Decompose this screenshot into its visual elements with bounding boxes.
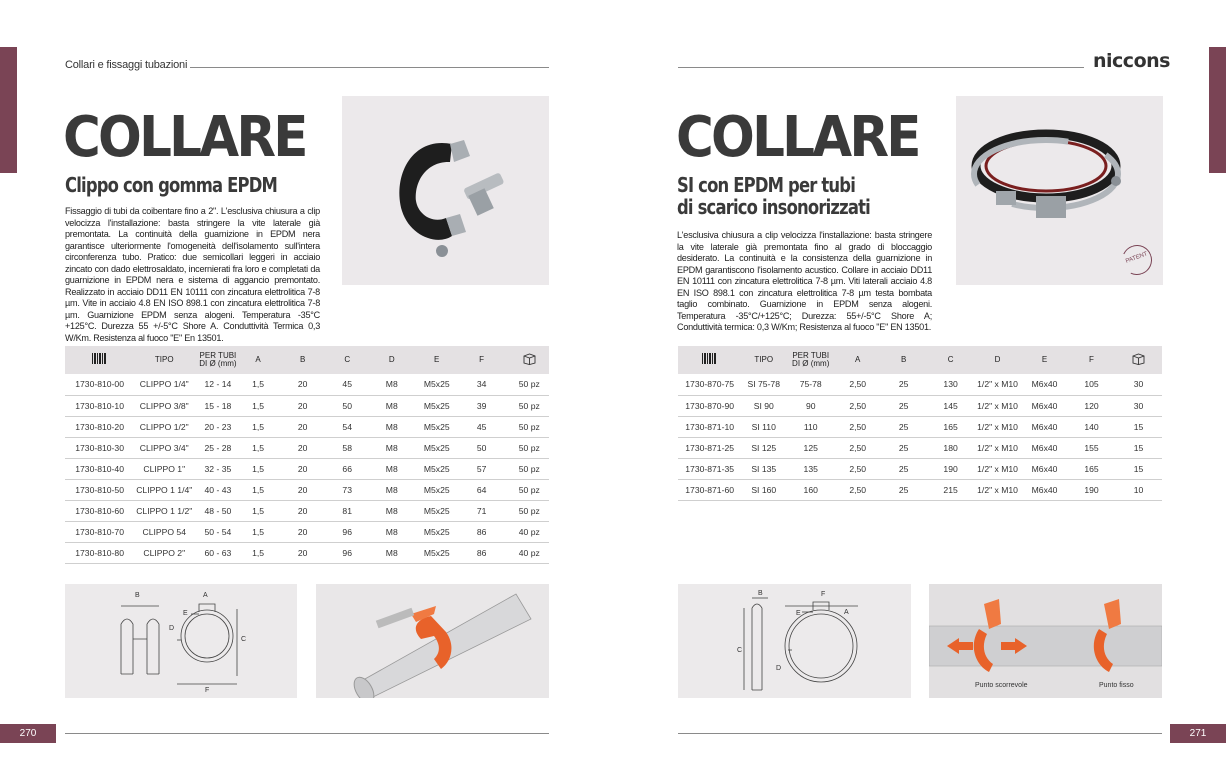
table-cell: 180 (927, 437, 974, 458)
dim-label-a: A (203, 592, 208, 599)
table-row (678, 437, 1162, 458)
table-cell: M5x25 (420, 458, 454, 479)
table-cell: M5x25 (420, 543, 454, 564)
table-cell: 34 (454, 374, 510, 395)
table-cell: 71 (454, 501, 510, 522)
table-cell: 130 (927, 374, 974, 395)
table-cell: 86 (454, 543, 510, 564)
table-cell: CLIPPO 1" (134, 458, 194, 479)
table-cell: 160 (786, 479, 835, 500)
table-cell: 58 (331, 437, 364, 458)
table-row (65, 543, 549, 564)
table-cell: 1730-870-75 (678, 374, 741, 395)
table-cell: 20 (275, 501, 331, 522)
table-cell: 1,5 (242, 522, 275, 543)
table-cell: 20 (275, 416, 331, 437)
table-cell: 125 (786, 437, 835, 458)
table-row (678, 479, 1162, 500)
table-cell: 120 (1068, 395, 1115, 416)
table-row (678, 458, 1162, 479)
table-row (65, 522, 549, 543)
header-a: A (242, 346, 275, 374)
table-cell: 40 - 43 (194, 479, 241, 500)
table-cell: M8 (364, 543, 420, 564)
table-cell: 155 (1068, 437, 1115, 458)
table-cell: 105 (1068, 374, 1115, 395)
table-cell: 25 (880, 437, 927, 458)
table-cell: 1730-810-50 (65, 479, 134, 500)
table-cell: 30 (1115, 395, 1162, 416)
table-cell: 1730-810-10 (65, 395, 134, 416)
table-cell: M5x25 (420, 416, 454, 437)
dim-label-a: A (844, 609, 849, 616)
left-installation-illustration (316, 584, 549, 698)
right-product-photo (956, 96, 1163, 285)
table-cell: 50 pz (510, 395, 549, 416)
table-cell: M5x25 (420, 395, 454, 416)
right-technical-drawing (678, 584, 911, 698)
barcode-icon (65, 346, 134, 374)
dim-label-c: C (737, 647, 743, 654)
table-cell: M8 (364, 395, 420, 416)
table-cell: CLIPPO 3/8" (134, 395, 194, 416)
table-cell: 64 (454, 479, 510, 500)
table-cell: 45 (454, 416, 510, 437)
table-header-row (65, 346, 549, 374)
table-cell: 1/2" x M10 (974, 395, 1021, 416)
right-subtitle: SI con EPDM per tubi di scarico insonorizzati (677, 173, 870, 219)
table-cell: 20 (275, 395, 331, 416)
table-cell: 25 (880, 416, 927, 437)
dim-label-d: D (776, 665, 782, 672)
table-cell: CLIPPO 2" (134, 543, 194, 564)
left-title: COLLARE (63, 105, 306, 170)
table-cell: 1,5 (242, 395, 275, 416)
header-tipo: TIPO (134, 346, 194, 374)
table-cell: 66 (331, 458, 364, 479)
table-cell: M8 (364, 374, 420, 395)
left-technical-drawing (65, 584, 297, 698)
table-cell: 190 (1068, 479, 1115, 500)
table-cell: 215 (927, 479, 974, 500)
table-cell: CLIPPO 1/4" (134, 374, 194, 395)
header-c: C (927, 346, 974, 374)
table-cell: 50 - 54 (194, 522, 241, 543)
table-cell: M5x25 (420, 437, 454, 458)
header-e: E (1021, 346, 1068, 374)
dim-label-f: F (821, 591, 826, 598)
table-cell: 50 pz (510, 374, 549, 395)
table-cell: 25 (880, 479, 927, 500)
table-cell: 1,5 (242, 416, 275, 437)
header-b: B (275, 346, 331, 374)
right-page-number: 271 (1170, 724, 1226, 743)
table-cell: 86 (454, 522, 510, 543)
table-cell: 50 pz (510, 416, 549, 437)
header-per-tubi: PER TUBI DI Ø (mm) (194, 346, 241, 374)
table-cell: 20 (275, 479, 331, 500)
table-cell: 1,5 (242, 501, 275, 522)
table-cell: 40 pz (510, 522, 549, 543)
table-cell: 15 (1115, 437, 1162, 458)
table-cell: 1/2" x M10 (974, 479, 1021, 500)
clippo-clamp-image (342, 96, 549, 285)
table-cell: 1730-810-40 (65, 458, 134, 479)
left-spec-table (65, 346, 549, 564)
dim-label-e: E (796, 610, 801, 617)
left-description: Fissaggio di tubi da coibentare fino a 2". L'esclusiva chiusura a clip velocizza l'installazione: basta stringere la vite laterale già premontata. La continuità della guarnizione in EPDM nera garantisce ulteriormente l'omogeneità dell'isolamento sull'intera circonferenza tubo. Pratico: due semicollari leggeri in acciaio zincato con dado elettrosaldato, incernierati fra loro e completati da guarnizione in EPDM nera e sistema di aggancio premontato. Realizzato in acciaio DD11 EN 10111 con zincatura elettrolitica 7-8 µm. Vite in acciaio 4.8 EN ISO 898.1 con zincatura elettrolitica 7-8 µm. Guarnizione EPDM senza alogeni. Temperatura -35°C +125°C. Durezza 55 +/-5°C Shore A. Conduttività Termica 0,3 W/Km. Resistenza al fuoco "E" En 13501. (65, 206, 320, 343)
table-row (65, 395, 549, 416)
table-cell: 135 (786, 458, 835, 479)
table-cell: M6x40 (1021, 479, 1068, 500)
dim-label-e: E (183, 610, 188, 617)
table-cell: 20 (275, 543, 331, 564)
table-cell: 15 (1115, 458, 1162, 479)
box-icon (510, 346, 549, 374)
table-cell: CLIPPO 3/4" (134, 437, 194, 458)
table-cell: M5x25 (420, 374, 454, 395)
table-cell: CLIPPO 1 1/2" (134, 501, 194, 522)
table-row (678, 374, 1162, 395)
table-cell: 50 (454, 437, 510, 458)
dim-label-c: C (241, 636, 247, 643)
table-cell: 81 (331, 501, 364, 522)
table-cell: CLIPPO 54 (134, 522, 194, 543)
table-cell: 25 - 28 (194, 437, 241, 458)
table-cell: 75-78 (786, 374, 835, 395)
table-cell: 2,50 (835, 458, 880, 479)
table-cell: 50 pz (510, 437, 549, 458)
table-cell: 25 (880, 395, 927, 416)
header-rule-left (190, 67, 549, 68)
table-cell: M8 (364, 522, 420, 543)
table-cell: 145 (927, 395, 974, 416)
table-cell: 50 pz (510, 479, 549, 500)
right-description: L'esclusiva chiusura a clip velocizza l'installazione: basta stringere la vite laterale già premontata fino al grado di bloccaggio desiderato. La continuità e la consistenza della guarnizione in EPDM garantiscono l'isolamento acustico. Collare in acciaio DD11 EN 10111 con zincatura elettrolitica 7-8 µm. Viti laterali acciaio 4.8 EN ISO 898.1 con zincatura elettrolitica 7-8 µm testa bombata taglio combinato. Guarnizione in EPDM senza alogeni. Temperatura -35°C/+125°C; Durezza: 55+/-5°C Shore A; Conduttività termica: 0,3 W/Km; Resistenza al fuoco "E" EN 13501. (677, 230, 932, 332)
table-cell: 96 (331, 543, 364, 564)
table-cell: SI 160 (741, 479, 786, 500)
table-cell: 57 (454, 458, 510, 479)
header-tipo: TIPO (741, 346, 786, 374)
table-row (65, 479, 549, 500)
table-cell: 1730-870-90 (678, 395, 741, 416)
table-row (65, 501, 549, 522)
table-cell: 25 (880, 458, 927, 479)
table-cell: 1730-810-00 (65, 374, 134, 395)
left-edge-tab (0, 47, 17, 173)
table-cell: 20 (275, 522, 331, 543)
right-title: COLLARE (676, 105, 919, 170)
patent-label: PATENT (1124, 251, 1149, 265)
table-row (65, 437, 549, 458)
table-cell: 1,5 (242, 479, 275, 500)
dim-label-f: F (205, 687, 210, 694)
header-e: E (420, 346, 454, 374)
table-cell: 2,50 (835, 437, 880, 458)
table-cell: 140 (1068, 416, 1115, 437)
header-a: A (835, 346, 880, 374)
table-cell: 90 (786, 395, 835, 416)
table-cell: 40 pz (510, 543, 549, 564)
right-spec-table (678, 346, 1162, 501)
table-cell: 1/2" x M10 (974, 416, 1021, 437)
header-d: D (364, 346, 420, 374)
table-cell: 1730-871-60 (678, 479, 741, 500)
table-cell: 25 (880, 374, 927, 395)
table-cell: 1/2" x M10 (974, 458, 1021, 479)
header-f: F (454, 346, 510, 374)
section-title: Collari e fissaggi tubazioni (65, 59, 188, 71)
table-cell: 1730-810-80 (65, 543, 134, 564)
table-cell: 1730-810-30 (65, 437, 134, 458)
table-cell: 1,5 (242, 374, 275, 395)
table-cell: 2,50 (835, 479, 880, 500)
table-cell: SI 75-78 (741, 374, 786, 395)
table-cell: 2,50 (835, 416, 880, 437)
table-cell: 1,5 (242, 437, 275, 458)
table-cell: 1730-810-70 (65, 522, 134, 543)
table-cell: 1730-871-25 (678, 437, 741, 458)
table-cell: 60 - 63 (194, 543, 241, 564)
table-cell: 15 (1115, 416, 1162, 437)
footer-rule-left (65, 733, 549, 734)
header-c: C (331, 346, 364, 374)
right-installation-illustration (929, 584, 1162, 698)
table-cell: M8 (364, 479, 420, 500)
label-fixed-point: Punto fisso (1099, 682, 1134, 689)
table-cell: 10 (1115, 479, 1162, 500)
table-cell: M8 (364, 501, 420, 522)
left-page-number: 270 (0, 724, 56, 743)
table-row (65, 374, 549, 395)
table-cell: 20 - 23 (194, 416, 241, 437)
table-cell: 1730-810-20 (65, 416, 134, 437)
table-cell: 30 (1115, 374, 1162, 395)
table-cell: M6x40 (1021, 437, 1068, 458)
table-cell: CLIPPO 1/2" (134, 416, 194, 437)
table-cell: 48 - 50 (194, 501, 241, 522)
table-cell: M6x40 (1021, 374, 1068, 395)
table-cell: SI 90 (741, 395, 786, 416)
table-cell: M8 (364, 437, 420, 458)
table-cell: SI 125 (741, 437, 786, 458)
table-row (65, 416, 549, 437)
header-d: D (974, 346, 1021, 374)
header-per-tubi: PER TUBI DI Ø (mm) (786, 346, 835, 374)
table-cell: 20 (275, 458, 331, 479)
table-cell: 1730-871-35 (678, 458, 741, 479)
table-cell: 2,50 (835, 395, 880, 416)
table-cell: SI 135 (741, 458, 786, 479)
table-cell: 15 - 18 (194, 395, 241, 416)
table-cell: 50 (331, 395, 364, 416)
table-cell: 1/2" x M10 (974, 374, 1021, 395)
header-f: F (1068, 346, 1115, 374)
table-header-row (678, 346, 1162, 374)
table-cell: 96 (331, 522, 364, 543)
table-cell: M6x40 (1021, 395, 1068, 416)
table-cell: M5x25 (420, 479, 454, 500)
table-cell: M5x25 (420, 522, 454, 543)
dim-label-b: B (135, 592, 140, 599)
table-cell: 73 (331, 479, 364, 500)
table-cell: 12 - 14 (194, 374, 241, 395)
dim-label-b: B (758, 590, 763, 597)
table-cell: SI 110 (741, 416, 786, 437)
table-cell: 110 (786, 416, 835, 437)
table-cell: M6x40 (1021, 458, 1068, 479)
table-cell: 45 (331, 374, 364, 395)
table-cell: 20 (275, 374, 331, 395)
table-cell: M5x25 (420, 501, 454, 522)
barcode-icon (678, 346, 741, 374)
table-cell: 50 pz (510, 501, 549, 522)
table-cell: 32 - 35 (194, 458, 241, 479)
table-cell: M8 (364, 458, 420, 479)
box-icon (1115, 346, 1162, 374)
table-row (65, 458, 549, 479)
table-cell: 1,5 (242, 543, 275, 564)
table-cell: M6x40 (1021, 416, 1068, 437)
table-cell: 2,50 (835, 374, 880, 395)
table-cell: 54 (331, 416, 364, 437)
table-cell: 1730-871-10 (678, 416, 741, 437)
table-cell: M8 (364, 416, 420, 437)
right-edge-tab (1209, 47, 1226, 173)
table-cell: 190 (927, 458, 974, 479)
table-row (678, 416, 1162, 437)
label-sliding-point: Punto scorrevole (975, 682, 1028, 689)
header-rule-right (678, 67, 1084, 68)
table-cell: 39 (454, 395, 510, 416)
table-cell: 165 (1068, 458, 1115, 479)
table-cell: 50 pz (510, 458, 549, 479)
table-cell: 20 (275, 437, 331, 458)
table-cell: CLIPPO 1 1/4" (134, 479, 194, 500)
left-product-photo (342, 96, 549, 285)
table-cell: 165 (927, 416, 974, 437)
table-row (678, 395, 1162, 416)
brand-logo: niccons (1093, 50, 1170, 72)
footer-rule-right (678, 733, 1162, 734)
header-b: B (880, 346, 927, 374)
table-cell: 1,5 (242, 458, 275, 479)
table-cell: 1730-810-60 (65, 501, 134, 522)
dim-label-d: D (169, 625, 175, 632)
table-cell: 1/2" x M10 (974, 437, 1021, 458)
left-subtitle: Clippo con gomma EPDM (65, 173, 278, 197)
